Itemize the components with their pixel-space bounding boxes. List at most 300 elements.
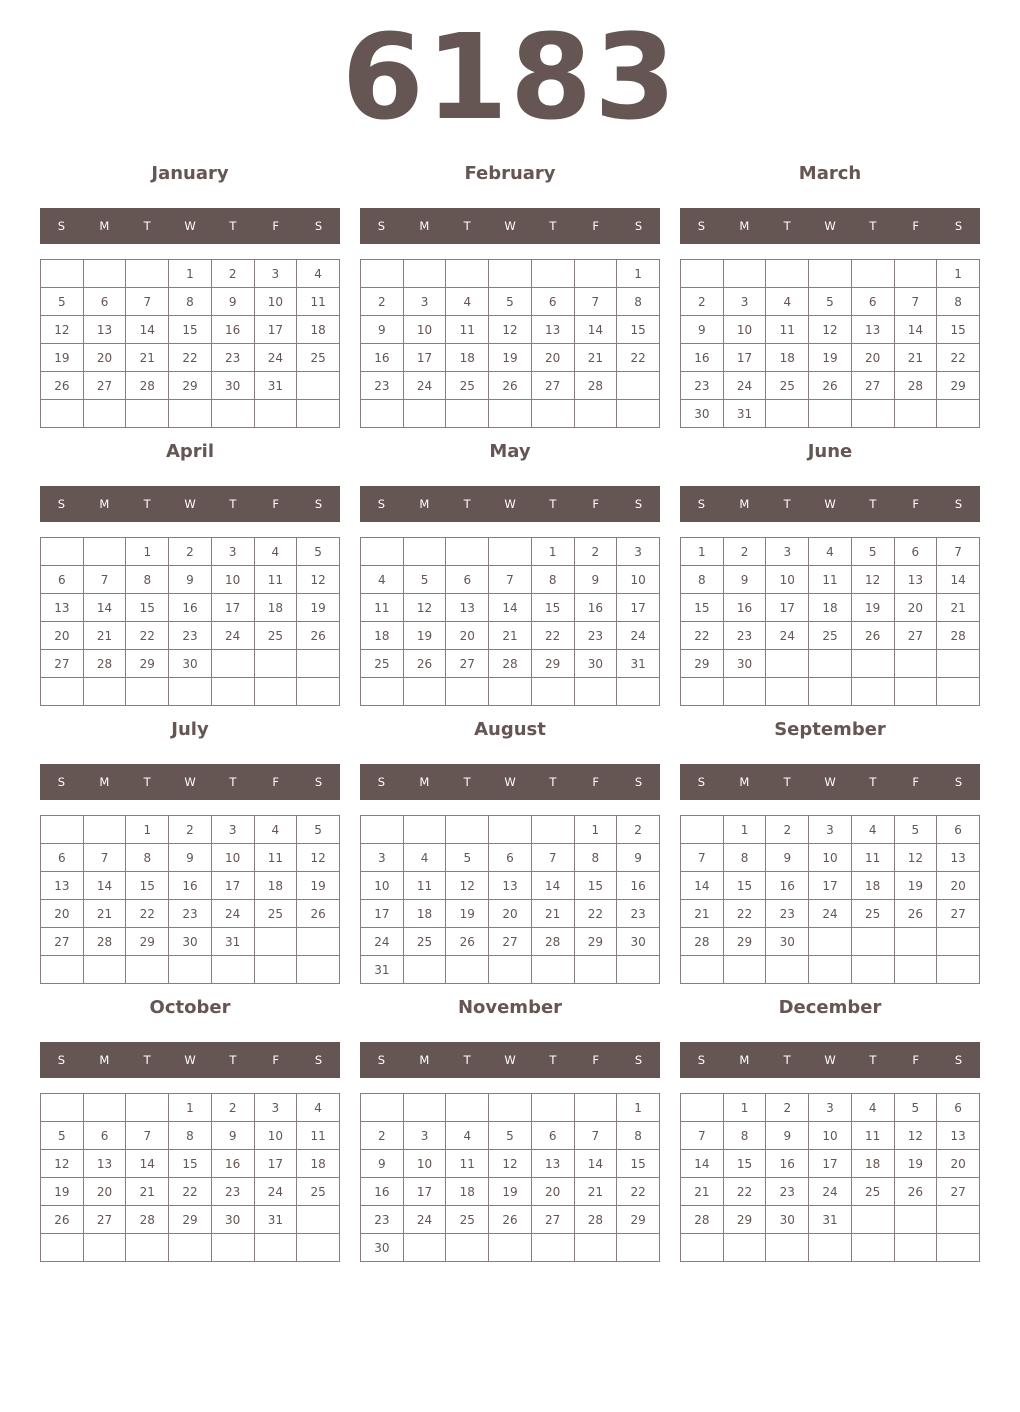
day-cell: 26 xyxy=(851,622,894,650)
day-cell: 18 xyxy=(297,1150,340,1178)
weekday-label: T xyxy=(783,497,791,511)
day-cell: 22 xyxy=(723,1178,766,1206)
day-cell: 10 xyxy=(809,1122,852,1150)
week-row xyxy=(681,1206,980,1234)
day-cell: 9 xyxy=(211,1122,254,1150)
day-cell xyxy=(766,956,809,984)
day-cell: 22 xyxy=(169,344,212,372)
week-row xyxy=(41,1150,340,1178)
weekday-header xyxy=(680,486,980,522)
day-cell: 5 xyxy=(894,1094,937,1122)
day-cell xyxy=(297,1206,340,1234)
day-cell: 20 xyxy=(83,344,126,372)
weekday-label: W xyxy=(824,497,836,511)
day-cell: 6 xyxy=(851,288,894,316)
month-name: February xyxy=(464,163,556,184)
weekday-label: T xyxy=(229,1053,237,1067)
weekday-label: W xyxy=(824,775,836,789)
day-cell xyxy=(489,1234,532,1262)
day-cell: 7 xyxy=(681,1122,724,1150)
day-cell xyxy=(489,538,532,566)
day-cell: 18 xyxy=(254,872,297,900)
day-cell xyxy=(126,956,169,984)
day-cell: 6 xyxy=(531,288,574,316)
day-cell xyxy=(574,956,617,984)
day-cell: 17 xyxy=(809,872,852,900)
day-cell: 9 xyxy=(617,844,660,872)
day-cell: 17 xyxy=(766,594,809,622)
day-cell xyxy=(574,400,617,428)
day-cell xyxy=(446,816,489,844)
day-cell: 28 xyxy=(126,1206,169,1234)
day-cell: 3 xyxy=(809,816,852,844)
day-cell xyxy=(83,260,126,288)
week-row xyxy=(681,344,980,372)
weekday-label: F xyxy=(912,1053,920,1067)
day-cell: 12 xyxy=(809,316,852,344)
day-cell xyxy=(446,538,489,566)
day-cell: 12 xyxy=(403,594,446,622)
day-cell: 25 xyxy=(766,372,809,400)
day-cell: 28 xyxy=(894,372,937,400)
day-cell: 30 xyxy=(211,372,254,400)
day-cell: 29 xyxy=(681,650,724,678)
day-cell xyxy=(937,928,980,956)
day-cell: 17 xyxy=(617,594,660,622)
day-cell xyxy=(894,928,937,956)
day-cell: 14 xyxy=(574,316,617,344)
week-row xyxy=(361,372,660,400)
day-cell xyxy=(361,1094,404,1122)
day-cell xyxy=(126,1094,169,1122)
day-cell: 18 xyxy=(254,594,297,622)
day-cell xyxy=(617,678,660,706)
weekday-label: S xyxy=(314,1053,323,1067)
day-cell: 21 xyxy=(574,344,617,372)
week-row xyxy=(361,928,660,956)
day-cell xyxy=(574,1094,617,1122)
day-cell: 25 xyxy=(446,1206,489,1234)
day-cell xyxy=(809,1234,852,1262)
weekday-header xyxy=(360,1042,660,1078)
day-cell: 25 xyxy=(297,344,340,372)
week-row xyxy=(41,1178,340,1206)
day-grid xyxy=(40,537,340,706)
day-cell: 8 xyxy=(169,288,212,316)
day-cell: 13 xyxy=(446,594,489,622)
weekday-label: F xyxy=(592,219,600,233)
day-cell: 14 xyxy=(894,316,937,344)
day-cell: 16 xyxy=(766,872,809,900)
day-cell xyxy=(766,260,809,288)
week-row xyxy=(41,566,340,594)
day-cell xyxy=(254,1234,297,1262)
day-cell: 3 xyxy=(211,538,254,566)
day-cell: 10 xyxy=(361,872,404,900)
day-cell: 22 xyxy=(126,622,169,650)
day-cell: 3 xyxy=(617,538,660,566)
day-cell: 19 xyxy=(41,1178,84,1206)
day-cell xyxy=(361,400,404,428)
day-cell: 7 xyxy=(531,844,574,872)
day-cell: 19 xyxy=(446,900,489,928)
day-cell xyxy=(211,400,254,428)
month-name: May xyxy=(489,441,531,462)
day-cell: 18 xyxy=(361,622,404,650)
week-row xyxy=(681,900,980,928)
day-cell: 21 xyxy=(937,594,980,622)
day-cell xyxy=(83,678,126,706)
day-cell: 2 xyxy=(211,1094,254,1122)
day-cell: 29 xyxy=(617,1206,660,1234)
day-cell: 18 xyxy=(403,900,446,928)
week-row xyxy=(681,816,980,844)
day-cell: 3 xyxy=(254,260,297,288)
day-cell: 27 xyxy=(489,928,532,956)
weekday-label: T xyxy=(549,775,557,789)
day-cell: 27 xyxy=(894,622,937,650)
week-row xyxy=(681,1234,980,1262)
weekday-label: W xyxy=(504,497,516,511)
day-cell: 17 xyxy=(723,344,766,372)
weekday-label: T xyxy=(463,219,471,233)
day-cell: 1 xyxy=(169,260,212,288)
day-cell xyxy=(681,678,724,706)
weekday-label: S xyxy=(314,497,323,511)
day-cell: 10 xyxy=(211,566,254,594)
day-cell: 17 xyxy=(211,594,254,622)
weekday-label: S xyxy=(634,219,643,233)
day-cell: 24 xyxy=(617,622,660,650)
weekday-label: W xyxy=(504,219,516,233)
weekday-label: S xyxy=(697,497,706,511)
day-cell: 9 xyxy=(681,316,724,344)
day-cell: 30 xyxy=(617,928,660,956)
weekday-label: S xyxy=(954,219,963,233)
day-cell: 20 xyxy=(531,344,574,372)
day-cell: 11 xyxy=(446,1150,489,1178)
day-cell: 25 xyxy=(361,650,404,678)
weekday-label: S xyxy=(57,775,66,789)
week-row xyxy=(41,594,340,622)
day-cell: 11 xyxy=(809,566,852,594)
week-row xyxy=(361,844,660,872)
day-cell: 12 xyxy=(894,844,937,872)
day-cell: 27 xyxy=(851,372,894,400)
day-cell: 26 xyxy=(894,1178,937,1206)
day-cell: 18 xyxy=(851,872,894,900)
month-name: September xyxy=(774,719,886,740)
day-cell xyxy=(297,956,340,984)
month-name: August xyxy=(474,719,546,740)
day-cell: 22 xyxy=(617,1178,660,1206)
day-cell: 6 xyxy=(937,816,980,844)
day-cell: 23 xyxy=(361,1206,404,1234)
day-cell: 31 xyxy=(723,400,766,428)
day-cell: 10 xyxy=(254,288,297,316)
day-cell: 14 xyxy=(126,1150,169,1178)
day-cell xyxy=(403,816,446,844)
day-cell: 21 xyxy=(83,622,126,650)
day-cell: 7 xyxy=(574,288,617,316)
week-row xyxy=(681,844,980,872)
day-cell: 20 xyxy=(41,900,84,928)
weekday-label: T xyxy=(783,775,791,789)
day-cell xyxy=(403,1094,446,1122)
weekday-label: M xyxy=(419,219,430,233)
day-cell: 28 xyxy=(83,928,126,956)
day-cell xyxy=(937,1206,980,1234)
week-row xyxy=(681,1094,980,1122)
day-cell xyxy=(211,650,254,678)
day-cell: 19 xyxy=(403,622,446,650)
week-row xyxy=(681,594,980,622)
day-cell: 7 xyxy=(126,288,169,316)
day-cell xyxy=(851,400,894,428)
weekday-label: T xyxy=(229,497,237,511)
weekday-label: S xyxy=(57,497,66,511)
day-cell: 12 xyxy=(489,316,532,344)
day-cell: 4 xyxy=(254,538,297,566)
day-cell xyxy=(489,816,532,844)
week-row xyxy=(361,1122,660,1150)
week-row xyxy=(681,622,980,650)
weekday-label: T xyxy=(549,219,557,233)
day-cell xyxy=(723,1234,766,1262)
day-cell: 24 xyxy=(809,1178,852,1206)
day-cell: 30 xyxy=(361,1234,404,1262)
day-cell: 26 xyxy=(894,900,937,928)
weekday-header xyxy=(680,764,980,800)
day-cell xyxy=(126,260,169,288)
day-cell: 20 xyxy=(851,344,894,372)
week-row xyxy=(681,260,980,288)
week-row xyxy=(41,538,340,566)
weekday-label: S xyxy=(697,219,706,233)
day-cell: 29 xyxy=(723,1206,766,1234)
day-cell: 29 xyxy=(169,372,212,400)
day-cell: 20 xyxy=(531,1178,574,1206)
weekday-header xyxy=(680,1042,980,1078)
day-cell: 6 xyxy=(83,288,126,316)
day-grid xyxy=(680,537,980,706)
day-cell: 15 xyxy=(617,316,660,344)
day-cell: 21 xyxy=(83,900,126,928)
day-cell: 8 xyxy=(681,566,724,594)
day-cell: 11 xyxy=(851,844,894,872)
day-cell xyxy=(723,678,766,706)
day-cell: 11 xyxy=(254,566,297,594)
day-cell: 2 xyxy=(723,538,766,566)
day-cell: 29 xyxy=(937,372,980,400)
day-cell: 23 xyxy=(361,372,404,400)
day-cell xyxy=(41,1094,84,1122)
day-cell: 24 xyxy=(211,622,254,650)
week-row xyxy=(41,344,340,372)
day-cell: 30 xyxy=(211,1206,254,1234)
day-cell: 11 xyxy=(297,1122,340,1150)
day-cell: 10 xyxy=(723,316,766,344)
day-cell xyxy=(851,678,894,706)
day-cell: 30 xyxy=(169,928,212,956)
day-cell: 2 xyxy=(766,816,809,844)
day-cell xyxy=(723,956,766,984)
day-cell xyxy=(126,400,169,428)
weekday-header xyxy=(40,208,340,244)
day-cell: 20 xyxy=(41,622,84,650)
day-cell: 17 xyxy=(211,872,254,900)
weekday-label: W xyxy=(184,1053,196,1067)
day-cell xyxy=(446,400,489,428)
day-cell xyxy=(851,928,894,956)
weekday-label: M xyxy=(739,1053,750,1067)
day-cell: 16 xyxy=(723,594,766,622)
day-cell xyxy=(41,678,84,706)
day-cell: 6 xyxy=(83,1122,126,1150)
day-cell: 3 xyxy=(403,288,446,316)
day-cell: 31 xyxy=(617,650,660,678)
weekday-label: S xyxy=(634,1053,643,1067)
day-cell: 22 xyxy=(681,622,724,650)
day-cell: 15 xyxy=(937,316,980,344)
day-cell: 28 xyxy=(681,1206,724,1234)
day-cell: 10 xyxy=(403,1150,446,1178)
day-cell xyxy=(894,956,937,984)
day-cell: 25 xyxy=(851,1178,894,1206)
day-cell: 16 xyxy=(169,872,212,900)
week-row xyxy=(41,1094,340,1122)
day-cell xyxy=(169,956,212,984)
weekday-header xyxy=(40,486,340,522)
day-cell: 5 xyxy=(489,288,532,316)
day-cell xyxy=(169,1234,212,1262)
day-cell xyxy=(531,1094,574,1122)
day-cell xyxy=(531,956,574,984)
day-cell xyxy=(297,372,340,400)
day-cell: 14 xyxy=(531,872,574,900)
week-row xyxy=(361,900,660,928)
month-name: March xyxy=(798,163,862,184)
day-cell: 30 xyxy=(574,650,617,678)
day-cell: 8 xyxy=(937,288,980,316)
day-cell: 26 xyxy=(297,622,340,650)
day-cell: 3 xyxy=(766,538,809,566)
day-cell: 10 xyxy=(809,844,852,872)
day-cell xyxy=(361,260,404,288)
day-cell xyxy=(681,1094,724,1122)
day-cell: 12 xyxy=(297,844,340,872)
weekday-label: F xyxy=(912,497,920,511)
day-cell xyxy=(851,1234,894,1262)
day-cell: 23 xyxy=(169,622,212,650)
day-grid xyxy=(680,259,980,428)
day-cell: 21 xyxy=(489,622,532,650)
weekday-label: S xyxy=(697,775,706,789)
day-cell: 28 xyxy=(937,622,980,650)
week-row xyxy=(41,872,340,900)
day-cell: 14 xyxy=(83,594,126,622)
day-cell xyxy=(403,956,446,984)
week-row xyxy=(361,650,660,678)
day-cell: 5 xyxy=(851,538,894,566)
weekday-label: T xyxy=(549,497,557,511)
day-cell: 29 xyxy=(574,928,617,956)
day-cell: 23 xyxy=(766,1178,809,1206)
week-row xyxy=(361,344,660,372)
day-cell: 18 xyxy=(446,344,489,372)
day-cell xyxy=(937,956,980,984)
day-cell: 3 xyxy=(254,1094,297,1122)
day-cell: 14 xyxy=(83,872,126,900)
day-cell: 10 xyxy=(254,1122,297,1150)
weekday-label: M xyxy=(419,1053,430,1067)
day-cell: 20 xyxy=(937,872,980,900)
day-cell: 9 xyxy=(211,288,254,316)
month-name: November xyxy=(457,997,563,1018)
day-cell: 12 xyxy=(894,1122,937,1150)
day-cell xyxy=(403,260,446,288)
day-cell: 1 xyxy=(617,1094,660,1122)
day-grid xyxy=(680,1093,980,1262)
day-cell: 27 xyxy=(531,1206,574,1234)
day-cell xyxy=(297,678,340,706)
day-cell: 23 xyxy=(169,900,212,928)
day-cell xyxy=(723,260,766,288)
week-row xyxy=(681,1122,980,1150)
day-cell: 29 xyxy=(531,650,574,678)
week-row xyxy=(41,1234,340,1262)
weekday-label: T xyxy=(143,497,151,511)
day-cell xyxy=(297,1234,340,1262)
day-cell: 5 xyxy=(446,844,489,872)
week-row xyxy=(41,316,340,344)
weekday-label: W xyxy=(504,775,516,789)
day-cell: 25 xyxy=(809,622,852,650)
week-row xyxy=(681,956,980,984)
week-row xyxy=(361,316,660,344)
day-cell xyxy=(489,1094,532,1122)
day-cell: 14 xyxy=(126,316,169,344)
day-cell: 5 xyxy=(489,1122,532,1150)
day-cell: 1 xyxy=(574,816,617,844)
week-row xyxy=(41,928,340,956)
day-cell: 4 xyxy=(254,816,297,844)
day-cell xyxy=(851,1206,894,1234)
day-cell xyxy=(83,538,126,566)
day-cell xyxy=(809,650,852,678)
week-row xyxy=(681,928,980,956)
weekday-label: F xyxy=(592,775,600,789)
day-cell: 4 xyxy=(297,260,340,288)
day-cell: 4 xyxy=(297,1094,340,1122)
weekday-label: F xyxy=(912,775,920,789)
day-cell: 10 xyxy=(617,566,660,594)
day-cell: 27 xyxy=(83,372,126,400)
weekday-label: T xyxy=(143,1053,151,1067)
day-cell xyxy=(766,1234,809,1262)
day-cell xyxy=(403,1234,446,1262)
day-cell: 6 xyxy=(446,566,489,594)
day-cell xyxy=(83,1094,126,1122)
day-cell: 27 xyxy=(41,928,84,956)
day-cell xyxy=(446,956,489,984)
day-cell xyxy=(617,956,660,984)
day-cell: 11 xyxy=(851,1122,894,1150)
day-cell: 21 xyxy=(531,900,574,928)
day-cell: 25 xyxy=(851,900,894,928)
day-cell: 19 xyxy=(489,344,532,372)
day-cell xyxy=(809,260,852,288)
